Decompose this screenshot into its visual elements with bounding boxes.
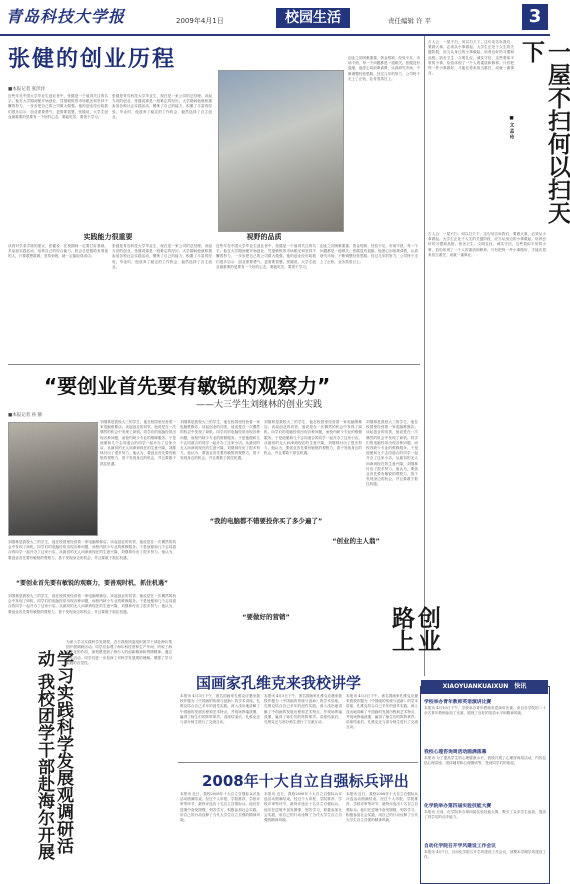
right-column-byline: ■ 文 孟 玲 [509, 116, 514, 140]
article4-title: 国画家孔维克来我校讲学 [196, 674, 362, 692]
news-brief-item4-text: 本报讯 4月7日，自动化学院召开学风建设工作会议，部署本学期学风建设工作。 [424, 850, 546, 860]
article2-title: “要创业首先要有敏锐的观察力” [44, 374, 331, 398]
article2-byline: ■本报记者 孙 静 [8, 413, 43, 418]
article1-subheading2: 视野的品质 [246, 233, 282, 241]
article5-title: 2008年十大自立自强标兵评出 [202, 772, 409, 790]
article4-text-col2: 本报讯 4月3日下午，著名国画家孔维克应邀来我校作题为《中国画的传统与创新》的学术讲座。孔维克结合自己多年的创作实践，深入浅出地讲解了中国画的发展历程和艺术特点，并现场挥毫泼墨，赢得了师生们的阵阵掌声。讲座结束后，孔维克还与部分师生进行了交流互动。 [264, 694, 342, 725]
news-brief-item4-title: 自动化学院召开学风建设工作会议 [424, 844, 496, 849]
article2-subheading2: “我的电脑都不错要投你买了多少遍了” [209, 517, 323, 525]
article2-text-col3: 刘继林是我校大三的学生，他在校园里经营着一家电脑维修店。谈起创业的初衷，他说是在一次偶然的机会中发现了商机。同学们的电脑经常出现各种问题，而校内缺少专业的维修服务。于是他便和几个志同道合的同学一起开办了这家小店。从最初的无人问津到现在的生意兴隆，刘继林付出了很多努力。他认为，要创业首先要有敏锐的观察力，善于发现身边的机会，并且要敢于抓住机遇。 [264, 420, 362, 456]
section-divider [8, 364, 420, 365]
article1-text-col1: 近些年在中国大学毕业生创业者中，张健是一个值得关注的名字。他在大学期间便开始创业，凭借敏锐的市场眼光和坚持不懈的努力，一步步把自己的公司做大做强。他的创业经历给我们很多启示：创业需要勇气，更需要智慧。张健说，大学生创业最重要的是要有一个好的心态，要能吃苦，要善于学习。 [8, 94, 108, 119]
article2-subheading1: “要创业首先要有敏锐的观察力，要善观时机，抓住机遇” [16, 580, 168, 587]
article5-text-col1: 本报讯 近日，我校2008年十大自立自强标兵评选活动圆满结束。经过个人申报、学院推荐、学校评审等环节，最终评选出十名自立自强标兵。他们在逆境中奋发图强，刻苦学习，积极参加社会实践，用自己的行动诠释了当代大学生自立自强的精神风貌。 [180, 792, 260, 823]
article1-photo [218, 70, 344, 232]
article2-text-col4: 刘继林是我校大三的学生，他在校园里经营着一家电脑维修店。谈起创业的初衷，他说是在一次偶然的机会中发现了商机。同学们的电脑经常出现各种问题，而校内缺少专业的维修服务。于是他便和几个志同道合的同学一起开办了这家小店。从最初的无人问津到现在的生意兴隆，刘继林付出了很多努力。他认为，要创业首先要有敏锐的观察力，善于发现身边的机会，并且要敢于抓住机遇。 [366, 420, 418, 487]
article1-text-col6: 张健是青岛科技大学毕业生，现在是一家公司的总经理。谈起当初的创业，张健说那是一段难忘的经历。大学期间他就积极参加各种社会实践活动，锻炼了自己的能力，积累了丰富的经验。毕业时，他放弃了稳定的工作机会，毅然选择了自主创业。 [112, 244, 212, 269]
article4-text-col3: 本报讯 4月3日下午，著名国画家孔维克应邀来我校作题为《中国画的传统与创新》的学术讲座。孔维克结合自己多年的创作实践，深入浅出地讲解了中国画的发展历程和艺术特点，并现场挥毫泼墨，赢得了师生们的阵阵掌声。讲座结束后，孔维克还与部分师生进行了交流互动。 [346, 694, 418, 730]
article5-divider [178, 762, 418, 763]
article1-title: 张健的创业历程 [8, 47, 177, 72]
news-brief-item2-text: 本报讯 为了提高学生的心理健康水平，我校开展了心理咨询周活动，内容包括心理讲座、团体辅导和心理测试等，受到同学们的欢迎。 [424, 756, 546, 766]
editor-credit: 责任编辑 许 平 [388, 17, 432, 25]
newspaper-masthead: 青岛科技大学报 [6, 7, 126, 26]
article1-text-col2: 张健是青岛科技大学毕业生，现在是一家公司的总经理。谈起当初的创业，张健说那是一段难忘的经历。大学期间他就积极参加各种社会实践活动，锻炼了自己的能力，积累了丰富的经验。毕业时，他放弃了稳定的工作机会，毅然选择了自主创业。 [112, 94, 212, 119]
article5-text-col3: 本报讯 近日，我校2008年十大自立自强标兵评选活动圆满结束。经过个人申报、学院推荐、学校评审等环节，最终评选出十名自立自强标兵。他们在逆境中奋发图强，刻苦学习，积极参加社会实践，用自己的行动诠释了当代大学生自立自强的精神风貌。 [346, 792, 418, 823]
news-brief-item3-title: 化学院举办第四届实验技能大赛 [424, 804, 492, 809]
right-column-title: 一屋不扫何以扫天下 [518, 40, 570, 224]
news-brief-item3-text: 本报讯 日前，化学院举办第四届实验技能大赛，吸引了众多学生参加，提高了同学们的动手能力。 [424, 810, 546, 820]
article1-text-col4: 创业之初困难重重，资金短缺、经验不足、市场不熟，每一个问题都是一道难关。张健没有退缩，他虚心向前辈请教，认真研究市场，不断调整经营思路。经过几年的努力，公司终于走上了正轨，业务蒸蒸日上。 [348, 56, 420, 81]
column-divider [424, 36, 425, 676]
right-column-text: 古人云：一屋不扫，何以扫天下。这句话告诉我们，要做大事，必须从小事做起。大学生正处于人生的关键阶段，应当从身边的小事做起，培养良好的习惯和品格。宿舍卫生、文明礼仪、诚实守信，这些看似平常的小事，恰恰体现了一个人的素质和修养。只有把每一件小事做好，才能在将来担当重任，成就一番事业。 [428, 232, 546, 257]
article1-byline: ■本报记者 张洋洋 [8, 87, 46, 92]
issue-date: 2009年4月1日 [176, 17, 224, 25]
article3-text: 为深入学习实践科学发展观，近日我校团委组织团学干部赴海尔集团开展调研活动。同学们参观了海尔科技馆和生产车间，听取了海尔文化的介绍，深刻感受到了海尔人的创新精神和拼搏精神。通过此次活动，同学们进一步加深了对科学发展观的理解，增强了学习实践的自觉性。 [66, 640, 172, 665]
article4-text-col1: 本报讯 4月3日下午，著名国画家孔维克应邀来我校作题为《中国画的传统与创新》的学术讲座。孔维克结合自己多年的创作实践，深入浅出地讲解了中国画的发展历程和艺术特点，并现场挥毫泼墨，赢得了师生们的阵阵掌声。讲座结束后，孔维克还与部分师生进行了交流互动。 [180, 694, 260, 725]
article2-subheading4: “创业的主人翁” [332, 537, 380, 545]
article1-text-col7: 近些年在中国大学毕业生创业者中，张健是一个值得关注的名字。他在大学期间便开始创业，凭借敏锐的市场眼光和坚持不懈的努力，一步步把自己的公司做大做强。他的创业经历给我们很多启示：创业需要勇气，更需要智慧。张健说，大学生创业最重要的是要有一个好的心态，要能吃苦，要善于学习。 [216, 244, 316, 269]
article2-side-title: 创业路上 [388, 606, 440, 652]
news-brief-item1-text: 本报讯 4月10日下午，学校举办青年教师英语演讲比赛。来自各学院的二十余名青年教师参加了比赛，展现了良好的英语水平和精神风貌。 [424, 706, 546, 716]
article1-subheading1: 实践能力很重要 [83, 233, 133, 241]
article2-subheading3: “要做好的营销” [242, 613, 290, 621]
right-column-text-top: 古人云：一屋不扫，何以扫天下。这句话告诉我们，要做大事，必须从小事做起。大学生正处于人生的关键阶段，应当从身边的小事做起，培养良好的习惯和品格。宿舍卫生、文明礼仪、诚实守信，这些看似平常的小事，恰恰体现了一个人的素质和修养。只有把每一件小事做好，才能在将来担当重任，成就一番事业。 [428, 40, 514, 76]
article1-text-col8: 创业之初困难重重，资金短缺、经验不足、市场不熟，每一个问题都是一道难关。张健没有退缩，他虚心向前辈请教，认真研究市场，不断调整经营思路。经过几年的努力，公司终于走上了正轨，业务蒸蒸日上。 [320, 244, 418, 264]
article2-text-col1b: 刘继林是我校大三的学生，他在校园里经营着一家电脑维修店。谈起创业的初衷，他说是在一次偶然的机会中发现了商机。同学们的电脑经常出现各种问题，而校内缺少专业的维修服务。于是他便和几个志同道合的同学一起开办了这家小店。从最初的无人问津到现在的生意兴隆，刘继林付出了很多努力。他认为，要创业首先要有敏锐的观察力，善于发现身边的机会，并且要敢于抓住机遇。 [8, 540, 176, 560]
news-brief-item2-title: 我校心理咨询周活动圆满落幕 [424, 750, 487, 755]
article2-subtitle: ——大三学生刘继林的创业实践 [196, 400, 323, 410]
article2-text-col1c: 刘继林是我校大三的学生，他在校园里经营着一家电脑维修店。谈起创业的初衷，他说是在一次偶然的机会中发现了商机。同学们的电脑经常出现各种问题，而校内缺少专业的维修服务。于是他便和几个志同道合的同学一起开办了这家小店。从最初的无人问津到现在的生意兴隆，刘继林付出了很多努力。他认为，要创业首先要有敏锐的观察力，善于发现身边的机会，并且要敢于抓住机遇。 [8, 594, 176, 614]
section-title: 校园生活 [276, 8, 350, 28]
article2-photo [8, 422, 98, 536]
article2-text-col1: 刘继林是我校大三的学生，他在校园里经营着一家电脑维修店。谈起创业的初衷，他说是在一次偶然的机会中发现了商机。同学们的电脑经常出现各种问题，而校内缺少专业的维修服务。于是他便和几个志同道合的同学一起开办了这家小店。从最初的无人问津到现在的生意兴隆，刘继林付出了很多努力。他认为，要创业首先要有敏锐的观察力，善于发现身边的机会，并且要敢于抓住机遇。 [100, 420, 176, 466]
news-brief-heading: 快讯 [514, 683, 527, 690]
article3-title-line1: 学习实践科学发展观调研活动 我校团学干部赴海尔开展 [34, 650, 73, 860]
article1-text-col5: 谈到对学弟学妹的建议，张健说：在校期间一定要打好基础，多参加实践活动，培养自己的综合能力。机会总是留给有准备的人，只要敢想敢做，坚持到底，就一定能取得成功。 [8, 244, 108, 259]
news-brief-label: XIAOYUANKUAIXUN [442, 683, 509, 690]
news-brief-item1-title: 学校举办青年教师英语演讲比赛 [424, 700, 492, 705]
news-brief-header [421, 680, 548, 694]
article2-text-col2: 刘继林是我校大三的学生，他在校园里经营着一家电脑维修店。谈起创业的初衷，他说是在一次偶然的机会中发现了商机。同学们的电脑经常出现各种问题，而校内缺少专业的维修服务。于是他便和几个志同道合的同学一起开办了这家小店。从最初的无人问津到现在的生意兴隆，刘继林付出了很多努力。他认为，要创业首先要有敏锐的观察力，善于发现身边的机会，并且要敢于抓住机遇。 [180, 420, 260, 461]
page-number: 3 [522, 4, 548, 30]
article5-text-col2: 本报讯 近日，我校2008年十大自立自强标兵评选活动圆满结束。经过个人申报、学院推荐、学校评审等环节，最终评选出十名自立自强标兵。他们在逆境中奋发图强，刻苦学习，积极参加社会实践，用自己的行动诠释了当代大学生自立自强的精神风貌。 [264, 792, 342, 823]
